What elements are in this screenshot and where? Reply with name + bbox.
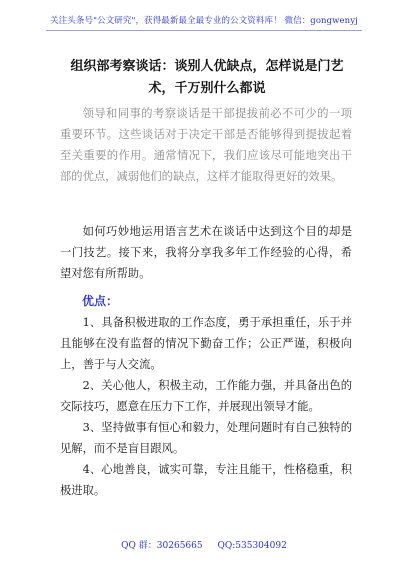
intro-paragraph: 领导和同事的考察谈话是干部提拔前必不可少的一项重要环节。这些谈话对于决定干部是否能够得到提拔起着至关重要的作用。通常情况下，我们应该尽可能地突出干部的优点，减弱他们的缺点，这样才能取得更好的效果。 [60,107,352,183]
document-title: 组织部考察谈话：谈别人优缺点，怎样说是门艺术，千万别什么都说 [70,59,344,96]
header-divider [46,30,362,31]
footer-qq: QQ:535304092 [217,541,287,551]
list-item: 4、心地善良，诚实可靠，专注且能干，性格稳重，积极进取。 [60,463,352,497]
footer-qq-group: QQ 群：30265665 [121,541,203,551]
strengths-list [60,312,352,501]
body-paragraph: 如何巧妙地运用语言艺术在谈话中达到这个目的却是一门技艺。接下来，我将分享我多年工作经验的心得，希望对您有所帮助。 [60,225,352,280]
list-item: 2、关心他人，积极主动，工作能力强，并具备出色的交际技巧，愿意在压力下工作，并展现出领导才能。 [60,379,352,413]
list-item: 3、坚持做事有恒心和毅力，处理问题时有自己独特的见解，而不是盲目跟风。 [60,421,352,455]
page-header-banner: 关注头条号"公文研究"，获得最新最全最专业的公文资料库！ 微信：gongwenyj [50,16,358,26]
page-footer [0,538,408,551]
section-heading-strengths: 优点： [82,294,119,308]
list-item: 1、具备积极进取的工作态度，勇于承担重任，乐于并且能够在没有监督的情况下勤奋工作；公正严谨，积极向上，善于与人交流。 [60,316,352,371]
